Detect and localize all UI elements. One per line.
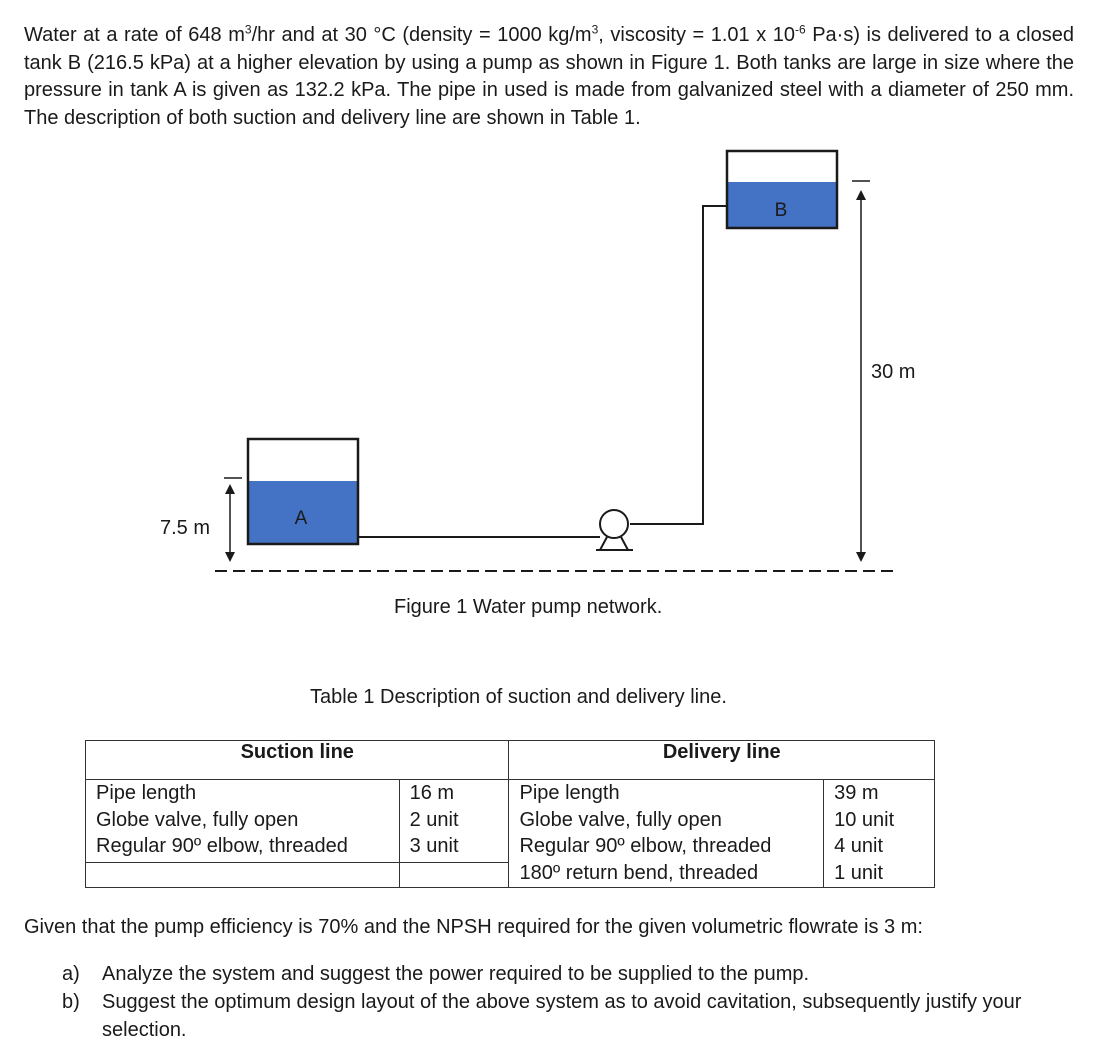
superscript: 3 xyxy=(591,22,599,37)
question-marker: a) xyxy=(62,963,80,985)
dimension-30m xyxy=(852,181,870,562)
delivery-value: 4 unit xyxy=(834,835,884,857)
superscript: 3 xyxy=(244,22,252,37)
pump-icon xyxy=(596,510,633,550)
tank-a-label: A xyxy=(294,508,308,529)
delivery-pipe xyxy=(630,206,727,524)
intro-text: Pa·s) is delivered xyxy=(805,24,969,46)
description-table xyxy=(85,740,935,888)
suction-value: 3 unit xyxy=(409,835,459,857)
table-row xyxy=(86,780,935,863)
suction-header: Suction line xyxy=(86,741,509,780)
delivery-pipe-inner xyxy=(708,212,727,524)
delivery-value: 10 unit xyxy=(834,808,895,831)
intro-text: /hr and at 30 °C (density = 1000 kg/m xyxy=(251,24,592,46)
delivery-item: Regular 90º elbow, threaded xyxy=(519,835,772,857)
question-text: Suggest the optimum design layout of the above system as to avoid cavitation, subsequently justify your selection. xyxy=(102,991,1022,1041)
suction-value: 2 unit xyxy=(409,808,459,831)
figure-caption: Figure 1 Water pump network. xyxy=(394,596,663,618)
intro-text: Water at a rate of 648 m xyxy=(24,24,245,46)
suction-item: Globe valve, fully open xyxy=(96,808,299,831)
given-statement: Given that the pump efficiency is 70% and the NPSH required for the given volumetric flowrate is 3 m: xyxy=(24,916,923,938)
question-list xyxy=(24,960,1084,1044)
question-marker: b) xyxy=(62,991,80,1013)
question-item xyxy=(24,988,1084,1044)
delivery-item: 180º return bend, threaded xyxy=(519,861,759,884)
delivery-value: 39 m xyxy=(834,782,879,804)
height-b-label: 30 m xyxy=(871,361,916,383)
delivery-value: 1 unit xyxy=(834,861,884,884)
intro-text: to a closed tank B (216.5 kPa) at a higher elevation by using a pump as shown in Figure 1. Both tanks are large in size where the pressure in tank A is given as 132.2 kPa. The pipe in used is made from galvanized steel with a diameter of 250 mm. The description of both suction and delivery line are shown in Table 1. xyxy=(24,24,1074,129)
question-item xyxy=(24,960,1084,988)
height-a-label: 7.5 m xyxy=(160,517,211,539)
delivery-item: Globe valve, fully open xyxy=(519,808,722,831)
question-text: Analyze the system and suggest the power required to be supplied to the pump. xyxy=(102,963,810,985)
suction-value: 16 m xyxy=(409,782,455,804)
delivery-header: Delivery line xyxy=(509,741,935,780)
table-header-row xyxy=(86,741,935,780)
tank-b-label: B xyxy=(774,200,788,221)
suction-item: Pipe length xyxy=(96,782,197,804)
dimension-7-5m xyxy=(224,478,242,562)
delivery-item: Pipe length xyxy=(519,782,620,804)
superscript: -6 xyxy=(795,22,806,37)
intro-text: , viscosity = 1.01 x 10 xyxy=(598,24,795,46)
suction-item: Regular 90º elbow, threaded xyxy=(96,835,348,857)
table-caption: Table 1 Description of suction and delivery line. xyxy=(310,686,727,708)
